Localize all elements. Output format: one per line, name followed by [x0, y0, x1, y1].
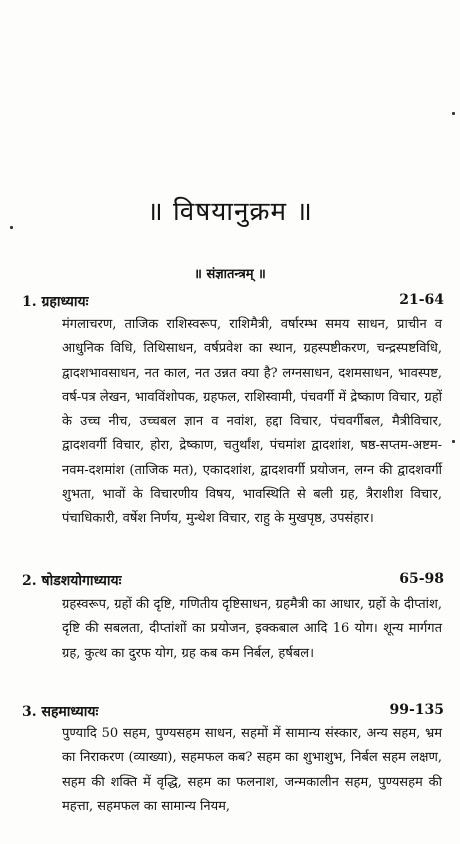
chapter-heading [22, 292, 444, 311]
chapter-contents: पुण्यादि 50 सहम, पुण्यसहम साधन, सहमों में सामान्य संस्कार, अन्य सहम, भ्रम का निराकरण (व्याख्या), सहमफल कब? सहम का शुभाशुभ, निर्बल सहम लक्षण, सहम की शक्ति में वृद्धि, सहम का फलनाश, जन्मकालीन सहम, पुण्यसहम की महत्ता, सहमफल का सामान्य नियम, [62, 726, 442, 814]
chapter-title: 1. ग्रहाध्यायः [22, 294, 89, 310]
chapter-heading [22, 702, 444, 721]
margin-mark [452, 440, 455, 443]
chapter-title: 2. षोडशयोगाध्यायः [22, 573, 122, 589]
chapter-pages: 99-135 [389, 702, 444, 718]
chapter-pages: 65-98 [399, 571, 444, 587]
chapter-contents: मंगलाचरण, ताजिक राशिस्वरूप, राशिमैत्री, वर्षारम्भ समय साधन, प्राचीन व आधुनिक विधि, तिथिसाधन, वर्षप्रवेश का स्थान, ग्रहस्पष्टीकरण, चन्द्रस्पष्टविधि, द्वादशभावसाधन, नत काल, नत उन्नत क्या है? लग्नसाधन, दशमसाधन, भावस्पष्ट, वर्ष-पत्र लेखन, भावविंशोपक, ग्रहफल, राशिस्वामी, पंचवर्गी में द्रेष्काण विचार, ग्रहों के उच्च नीच, उच्चबल ज्ञान व नवांश, हद्दा विचार, पंचवर्गीबल, मैत्रीविचार, द्वादशवर्गी विचार, होरा, द्रेष्काण, चतुर्थांश, पंचमांश द्वादशांश, षष्ठ-सप्तम-अष्टम-नवम-दशमांश (ताजिक मत), एकादशांश, द्वादशवर्गी प्रयोजन, लग्न की द्वादशवर्गी शुभता, भावों के विचारणीय विषय, भावस्थिति से बली ग्रह, त्रैराशीश विचार, पंचाधिकारी, वर्षेश निर्णय, मुन्थेश विचार, राहु के मुखपृष्ठ, उपसंहार। [62, 317, 442, 527]
page-title: ॥ विषयानुक्रम ॥ [147, 197, 313, 227]
chapter-pages: 21-64 [399, 292, 444, 308]
chapter-contents: ग्रहस्वरूप, ग्रहों की दृष्टि, गणितीय दृष्टिसाधन, ग्रहमैत्री का आधार, ग्रहों के दीप्तांश, दृष्टि की सबलता, दीप्तांशों का प्रयोजन, इक्कबाल आदि 16 योग। शून्य मार्गगत ग्रह, कुत्थ का दुरफ योग, ग्रह कब कम निर्बल, हर्षबल। [62, 597, 442, 661]
chapter-heading [22, 571, 444, 590]
margin-mark [452, 112, 455, 115]
chapter-title: 3. सहमाध्यायः [22, 704, 99, 720]
section-heading: ॥ संज्ञातन्त्रम् ॥ [194, 267, 266, 282]
